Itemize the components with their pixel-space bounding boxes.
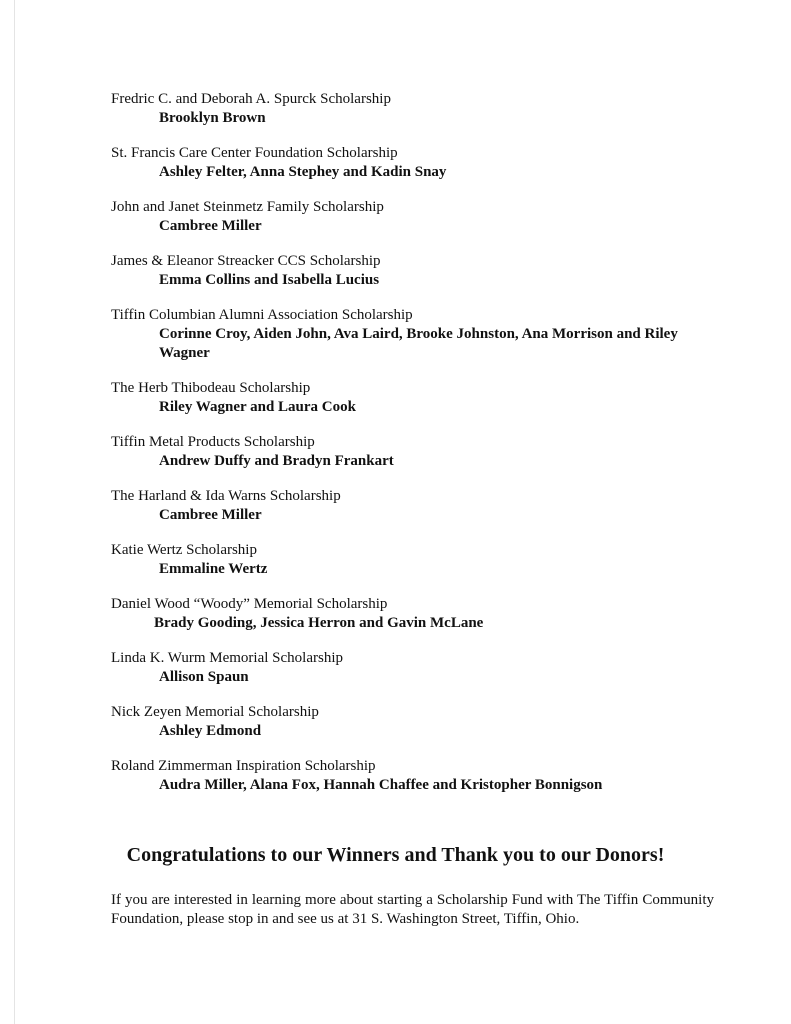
scholarship-entry <box>111 757 731 795</box>
scholarship-name: Katie Wertz Scholarship <box>111 542 257 558</box>
scholarship-entry <box>111 595 731 633</box>
scholarship-recipients: Allison Spaun <box>159 669 249 685</box>
scholarship-entry <box>111 252 731 290</box>
scholarship-name: Daniel Wood “Woody” Memorial Scholarship <box>111 596 388 612</box>
scholarship-name: The Herb Thibodeau Scholarship <box>111 380 311 396</box>
scholarship-name: Roland Zimmerman Inspiration Scholarship <box>111 758 376 774</box>
scholarship-list <box>111 90 731 811</box>
scholarship-recipients: Ashley Edmond <box>159 723 262 739</box>
scholarship-recipients: Cambree Miller <box>159 507 262 523</box>
scholarship-recipients: Brooklyn Brown <box>159 110 266 126</box>
scholarship-recipients: Emma Collins and Isabella Lucius <box>159 272 380 288</box>
scholarship-name: Tiffin Columbian Alumni Association Scholarship <box>111 307 413 323</box>
scholarship-entry <box>111 144 731 182</box>
scholarship-recipients: Emmaline Wertz <box>159 561 268 577</box>
scholarship-entry <box>111 487 731 525</box>
scholarship-name: James & Eleanor Streacker CCS Scholarship <box>111 253 381 269</box>
scholarship-recipients: Andrew Duffy and Bradyn Frankart <box>159 453 394 469</box>
footer-paragraph: If you are interested in learning more about starting a Scholarship Fund with The Tiffin Community Foundation, please stop in and see us at 31 S. Washington Street, Tiffin, Ohio. <box>111 892 714 927</box>
scholarship-name: The Harland & Ida Warns Scholarship <box>111 488 341 504</box>
scholarship-entry <box>111 433 731 471</box>
scholarship-name: Fredric C. and Deborah A. Spurck Scholarship <box>111 91 391 107</box>
scholarship-entry <box>111 379 731 417</box>
scholarship-recipients: Audra Miller, Alana Fox, Hannah Chaffee and Kristopher Bonnigson <box>159 777 603 793</box>
scholarship-recipients: Corinne Croy, Aiden John, Ava Laird, Brooke Johnston, Ana Morrison and Riley Wagner <box>159 326 678 361</box>
scholarship-name: John and Janet Steinmetz Family Scholarship <box>111 199 384 215</box>
scan-edge-line <box>14 0 15 1024</box>
scholarship-name: St. Francis Care Center Foundation Scholarship <box>111 145 398 161</box>
scholarship-recipients: Ashley Felter, Anna Stephey and Kadin Snay <box>159 164 447 180</box>
scholarship-entry <box>111 649 731 687</box>
scholarship-entry <box>111 541 731 579</box>
scholarship-entry <box>111 703 731 741</box>
scholarship-recipients: Riley Wagner and Laura Cook <box>159 399 356 415</box>
scholarship-name: Linda K. Wurm Memorial Scholarship <box>111 650 343 666</box>
scholarship-recipients: Brady Gooding, Jessica Herron and Gavin McLane <box>154 615 484 631</box>
scholarship-entry <box>111 90 731 128</box>
closing-message: Congratulations to our Winners and Thank you to our Donors! <box>126 844 665 866</box>
scholarship-name: Tiffin Metal Products Scholarship <box>111 434 315 450</box>
scholarship-name: Nick Zeyen Memorial Scholarship <box>111 704 319 720</box>
scholarship-recipients: Cambree Miller <box>159 218 262 234</box>
scholarship-entry <box>111 306 731 363</box>
scholarship-entry <box>111 198 731 236</box>
